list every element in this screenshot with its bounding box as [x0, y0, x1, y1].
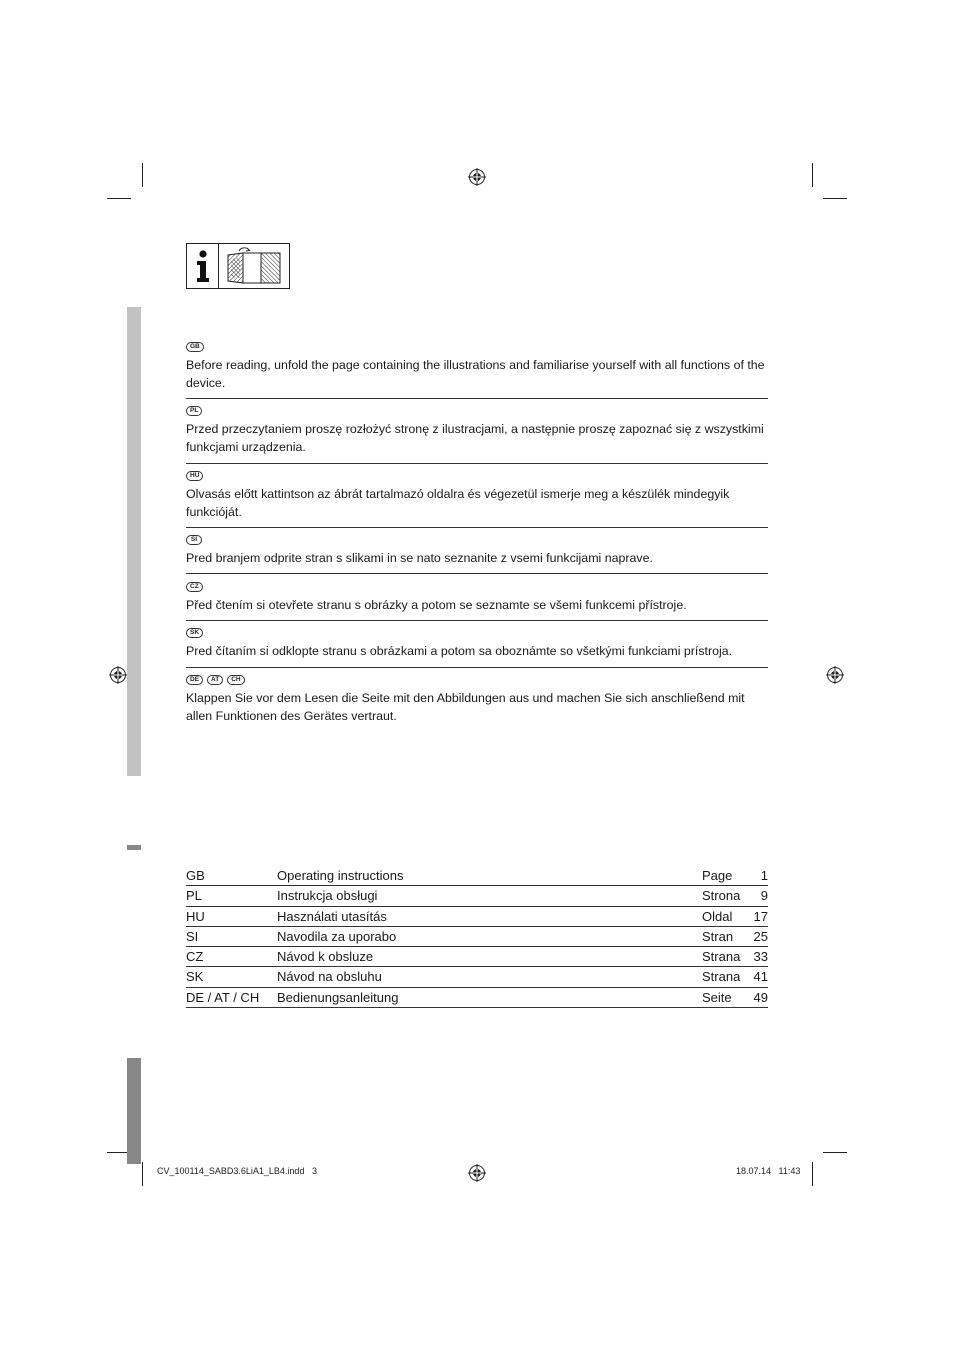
- toc-language-code: SK: [186, 969, 204, 985]
- toc-row: [186, 866, 768, 886]
- footer-filename: CV_100114_SABD3.6LiA1_LB4.indd 3: [157, 1166, 317, 1176]
- toc-row: [186, 886, 768, 906]
- toc-page-word: Seite: [702, 989, 732, 1005]
- registration-mark-icon: [826, 666, 844, 684]
- toc-page-number: 17: [753, 908, 768, 924]
- country-flag: HU: [186, 471, 203, 481]
- country-flag: DE: [186, 675, 203, 685]
- info-box: [186, 243, 290, 289]
- section-text: Olvasás előtt kattintson az ábrát tartalmazó oldalra és végezetül ismerje meg a készülék mindegyik funkcióját.: [186, 487, 730, 519]
- footer-datetime: 18.07.14 11:43: [736, 1166, 801, 1176]
- crop-mark: [823, 1152, 847, 1153]
- toc-page-number: 33: [753, 949, 768, 965]
- country-flag: CZ: [186, 582, 203, 592]
- language-section: [186, 535, 768, 574]
- toc-page-number: 49: [753, 989, 768, 1005]
- toc-title: Instrukcja obsługi: [277, 888, 378, 904]
- section-text: Przed przeczytaniem proszę rozłożyć stronę z ilustracjami, a następnie proszę zapoznać się z wszystkimi funkcjami urządzenia.: [186, 422, 764, 454]
- toc-row: [186, 947, 768, 967]
- side-bar: [127, 845, 141, 850]
- toc-page-word: Stran: [702, 928, 734, 944]
- toc-title: Návod k obsluze: [277, 949, 374, 965]
- country-flag: CH: [227, 675, 244, 685]
- crop-mark: [107, 198, 131, 199]
- flag-group: [186, 471, 768, 482]
- toc-row: [186, 988, 768, 1008]
- section-text: Pred branjem odprite stran s slikami in se nato seznanite z vsemi funkcijami naprave.: [186, 551, 653, 565]
- toc-page-number: 41: [753, 969, 768, 985]
- toc-title: Bedienungsanleitung: [277, 989, 399, 1005]
- toc-page-number: 25: [753, 928, 768, 944]
- toc-language-code: PL: [186, 888, 202, 904]
- country-flag: SK: [186, 628, 203, 638]
- language-section: [186, 406, 768, 464]
- section-text: Pred čítaním si odklopte stranu s obrázkami a potom sa oboznámte so všetkými funkciami prístroja.: [186, 644, 733, 658]
- toc-page-number: 9: [760, 888, 768, 904]
- flag-group: [186, 582, 768, 593]
- toc-title: Operating instructions: [277, 868, 404, 883]
- toc-title: Használati utasítás: [277, 908, 387, 924]
- crop-mark: [142, 163, 143, 187]
- country-flag: AT: [207, 675, 223, 685]
- toc-title: Navodila za uporabo: [277, 928, 397, 944]
- country-flag: SI: [186, 535, 202, 545]
- toc-page-word: Strona: [702, 888, 741, 904]
- crop-mark: [823, 198, 847, 199]
- section-text: Klappen Sie vor dem Lesen die Seite mit den Abbildungen aus und machen Sie sich anschließend mit allen Funktionen des Gerätes vertraut.: [186, 691, 745, 723]
- flag-group: [186, 342, 768, 353]
- table-of-contents: [186, 866, 768, 1008]
- flag-group: [186, 628, 768, 639]
- crop-mark: [812, 1162, 813, 1186]
- toc-language-code: GB: [186, 868, 205, 883]
- registration-mark-icon: [468, 1164, 486, 1182]
- toc-page-number: 1: [760, 868, 768, 883]
- flag-group: [186, 535, 768, 546]
- language-section: [186, 471, 768, 528]
- country-flag: PL: [186, 406, 202, 416]
- flag-group: [186, 675, 768, 686]
- section-text: Před čtením si otevřete stranu s obrázky a potom se seznamte se všemi funkcemi přístroje.: [186, 598, 687, 612]
- section-text: Before reading, unfold the page containing the illustrations and familiarise yourself with all functions of the device.: [186, 358, 765, 390]
- flag-group: [186, 406, 768, 417]
- toc-language-code: SI: [186, 928, 199, 944]
- language-section: [186, 342, 768, 399]
- toc-row: [186, 927, 768, 947]
- unfold-page-icon: [219, 244, 289, 288]
- toc-page-word: Page: [702, 868, 733, 883]
- toc-title: Návod na obsluhu: [277, 969, 382, 985]
- toc-row: [186, 907, 768, 927]
- registration-mark-icon: [109, 666, 127, 684]
- toc-page-word: Strana: [702, 949, 741, 965]
- toc-language-code: CZ: [186, 949, 204, 965]
- language-section: [186, 582, 768, 621]
- info-icon: [187, 244, 219, 288]
- side-bar: [127, 1058, 141, 1164]
- toc-language-code: DE / AT / CH: [186, 989, 260, 1005]
- toc-row: [186, 967, 768, 987]
- toc-page-word: Oldal: [702, 908, 733, 924]
- language-section: [186, 628, 768, 668]
- side-bar: [127, 307, 141, 776]
- crop-mark: [812, 163, 813, 187]
- registration-mark-icon: [468, 168, 486, 186]
- country-flag: GB: [186, 342, 204, 352]
- language-section: [186, 675, 768, 731]
- crop-mark: [142, 1162, 143, 1186]
- toc-language-code: HU: [186, 908, 205, 924]
- toc-page-word: Strana: [702, 969, 741, 985]
